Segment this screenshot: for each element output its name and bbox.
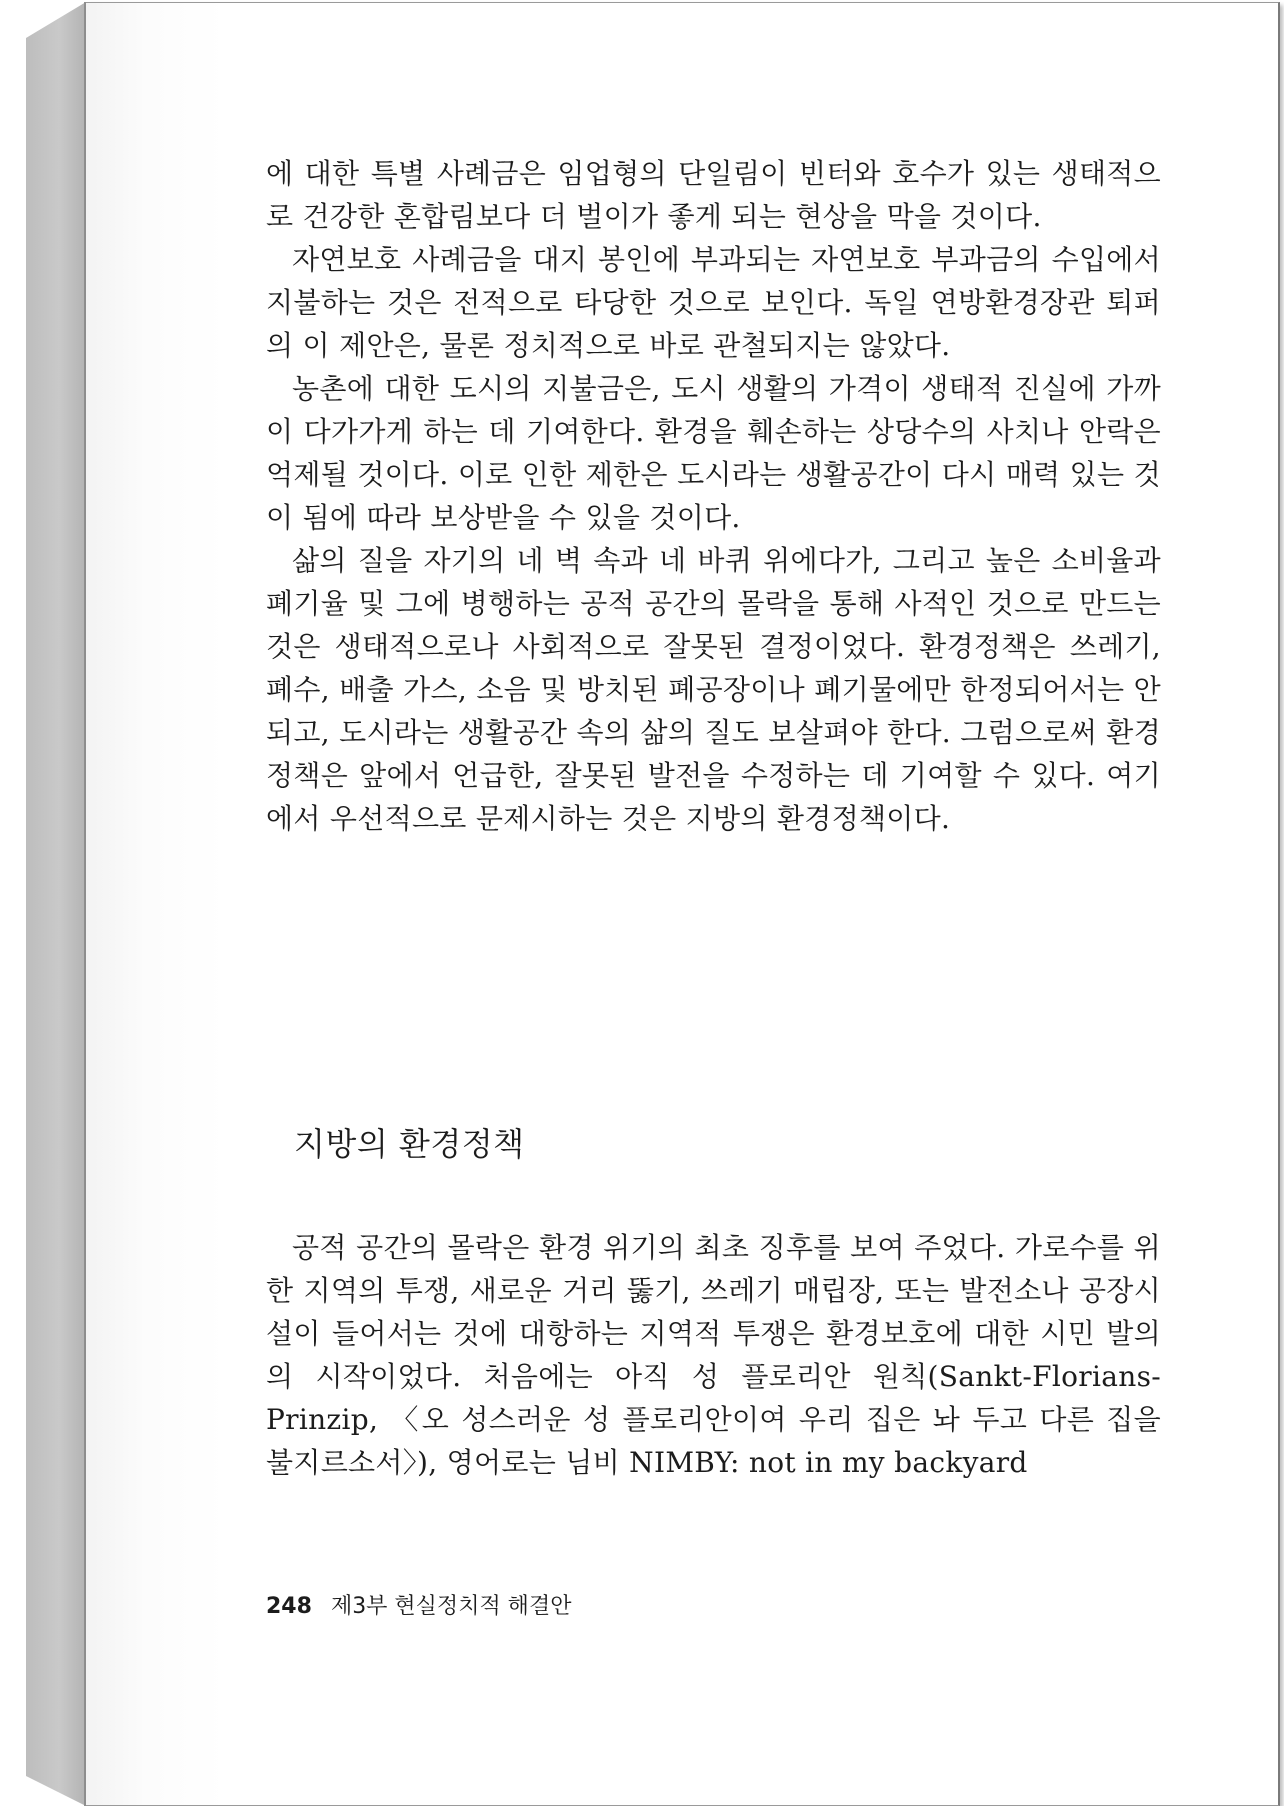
paragraph-1: 에 대한 특별 사례금은 임업형의 단일림이 빈터와 호수가 있는 생태적으로 건강한 혼합림보다 더 벌이가 좋게 되는 현상을 막을 것이다.: [266, 157, 1161, 233]
paragraph-2: 자연보호 사례금을 대지 봉인에 부과되는 자연보호 부과금의 수입에서 지불하는 것은 전적으로 타당한 것으로 보인다. 독일 연방환경장관 퇴퍼의 이 제안은, 물론 정치적으로 바로 관철되지는 않았다.: [266, 243, 1161, 362]
body-text-lower: [266, 1226, 1161, 1484]
paragraph-5: 공적 공간의 몰락은 환경 위기의 최초 징후를 보여 주었다. 가로수를 위한 지역의 투쟁, 새로운 거리 뚫기, 쓰레기 매립장, 또는 발전소나 공장시설이 들어서는 것에 대항하는 지역적 투쟁은 환경보호에 대한 시민 발의의 시작이었다. 처음에는 아직 성 플로리안 원칙(Sankt-Florians-Prinzip, 〈오 성스러운 성 플로리안이여 우리 집은 놔 두고 다른 집을 불지르소서〉), 영어로는 님비 NIMBY: not in my backyard: [266, 1231, 1161, 1479]
body-text-upper: [266, 152, 1161, 840]
page-number: 248: [266, 1594, 312, 1619]
page-footer: [266, 1592, 571, 1622]
book-spine: [26, 2, 86, 1806]
running-title: 제3부 현실정치적 해결안: [330, 1594, 572, 1619]
paragraph-3: 농촌에 대한 도시의 지불금은, 도시 생활의 가격이 생태적 진실에 가까이 다가가게 하는 데 기여한다. 환경을 훼손하는 상당수의 사치나 안락은 억제될 것이다. 이로 인한 제한은 도시라는 생활공간이 다시 매력 있는 것이 됨에 따라 보상받을 수 있을 것이다.: [266, 372, 1161, 534]
paragraph-4: 삶의 질을 자기의 네 벽 속과 네 바퀴 위에다가, 그리고 높은 소비율과 폐기율 및 그에 병행하는 공적 공간의 몰락을 통해 사적인 것으로 만드는 것은 생태적으로나 사회적으로 잘못된 결정이었다. 환경정책은 쓰레기, 폐수, 배출 가스, 소음 및 방치된 폐공장이나 폐기물에만 한정되어서는 안 되고, 도시라는 생활공간 속의 삶의 질도 보살펴야 한다. 그럼으로써 환경정책은 앞에서 언급한, 잘못된 발전을 수정하는 데 기여할 수 있다. 여기에서 우선적으로 문제시하는 것은 지방의 환경정책이다.: [266, 544, 1161, 835]
section-heading: 지방의 환경정책: [294, 1125, 525, 1163]
